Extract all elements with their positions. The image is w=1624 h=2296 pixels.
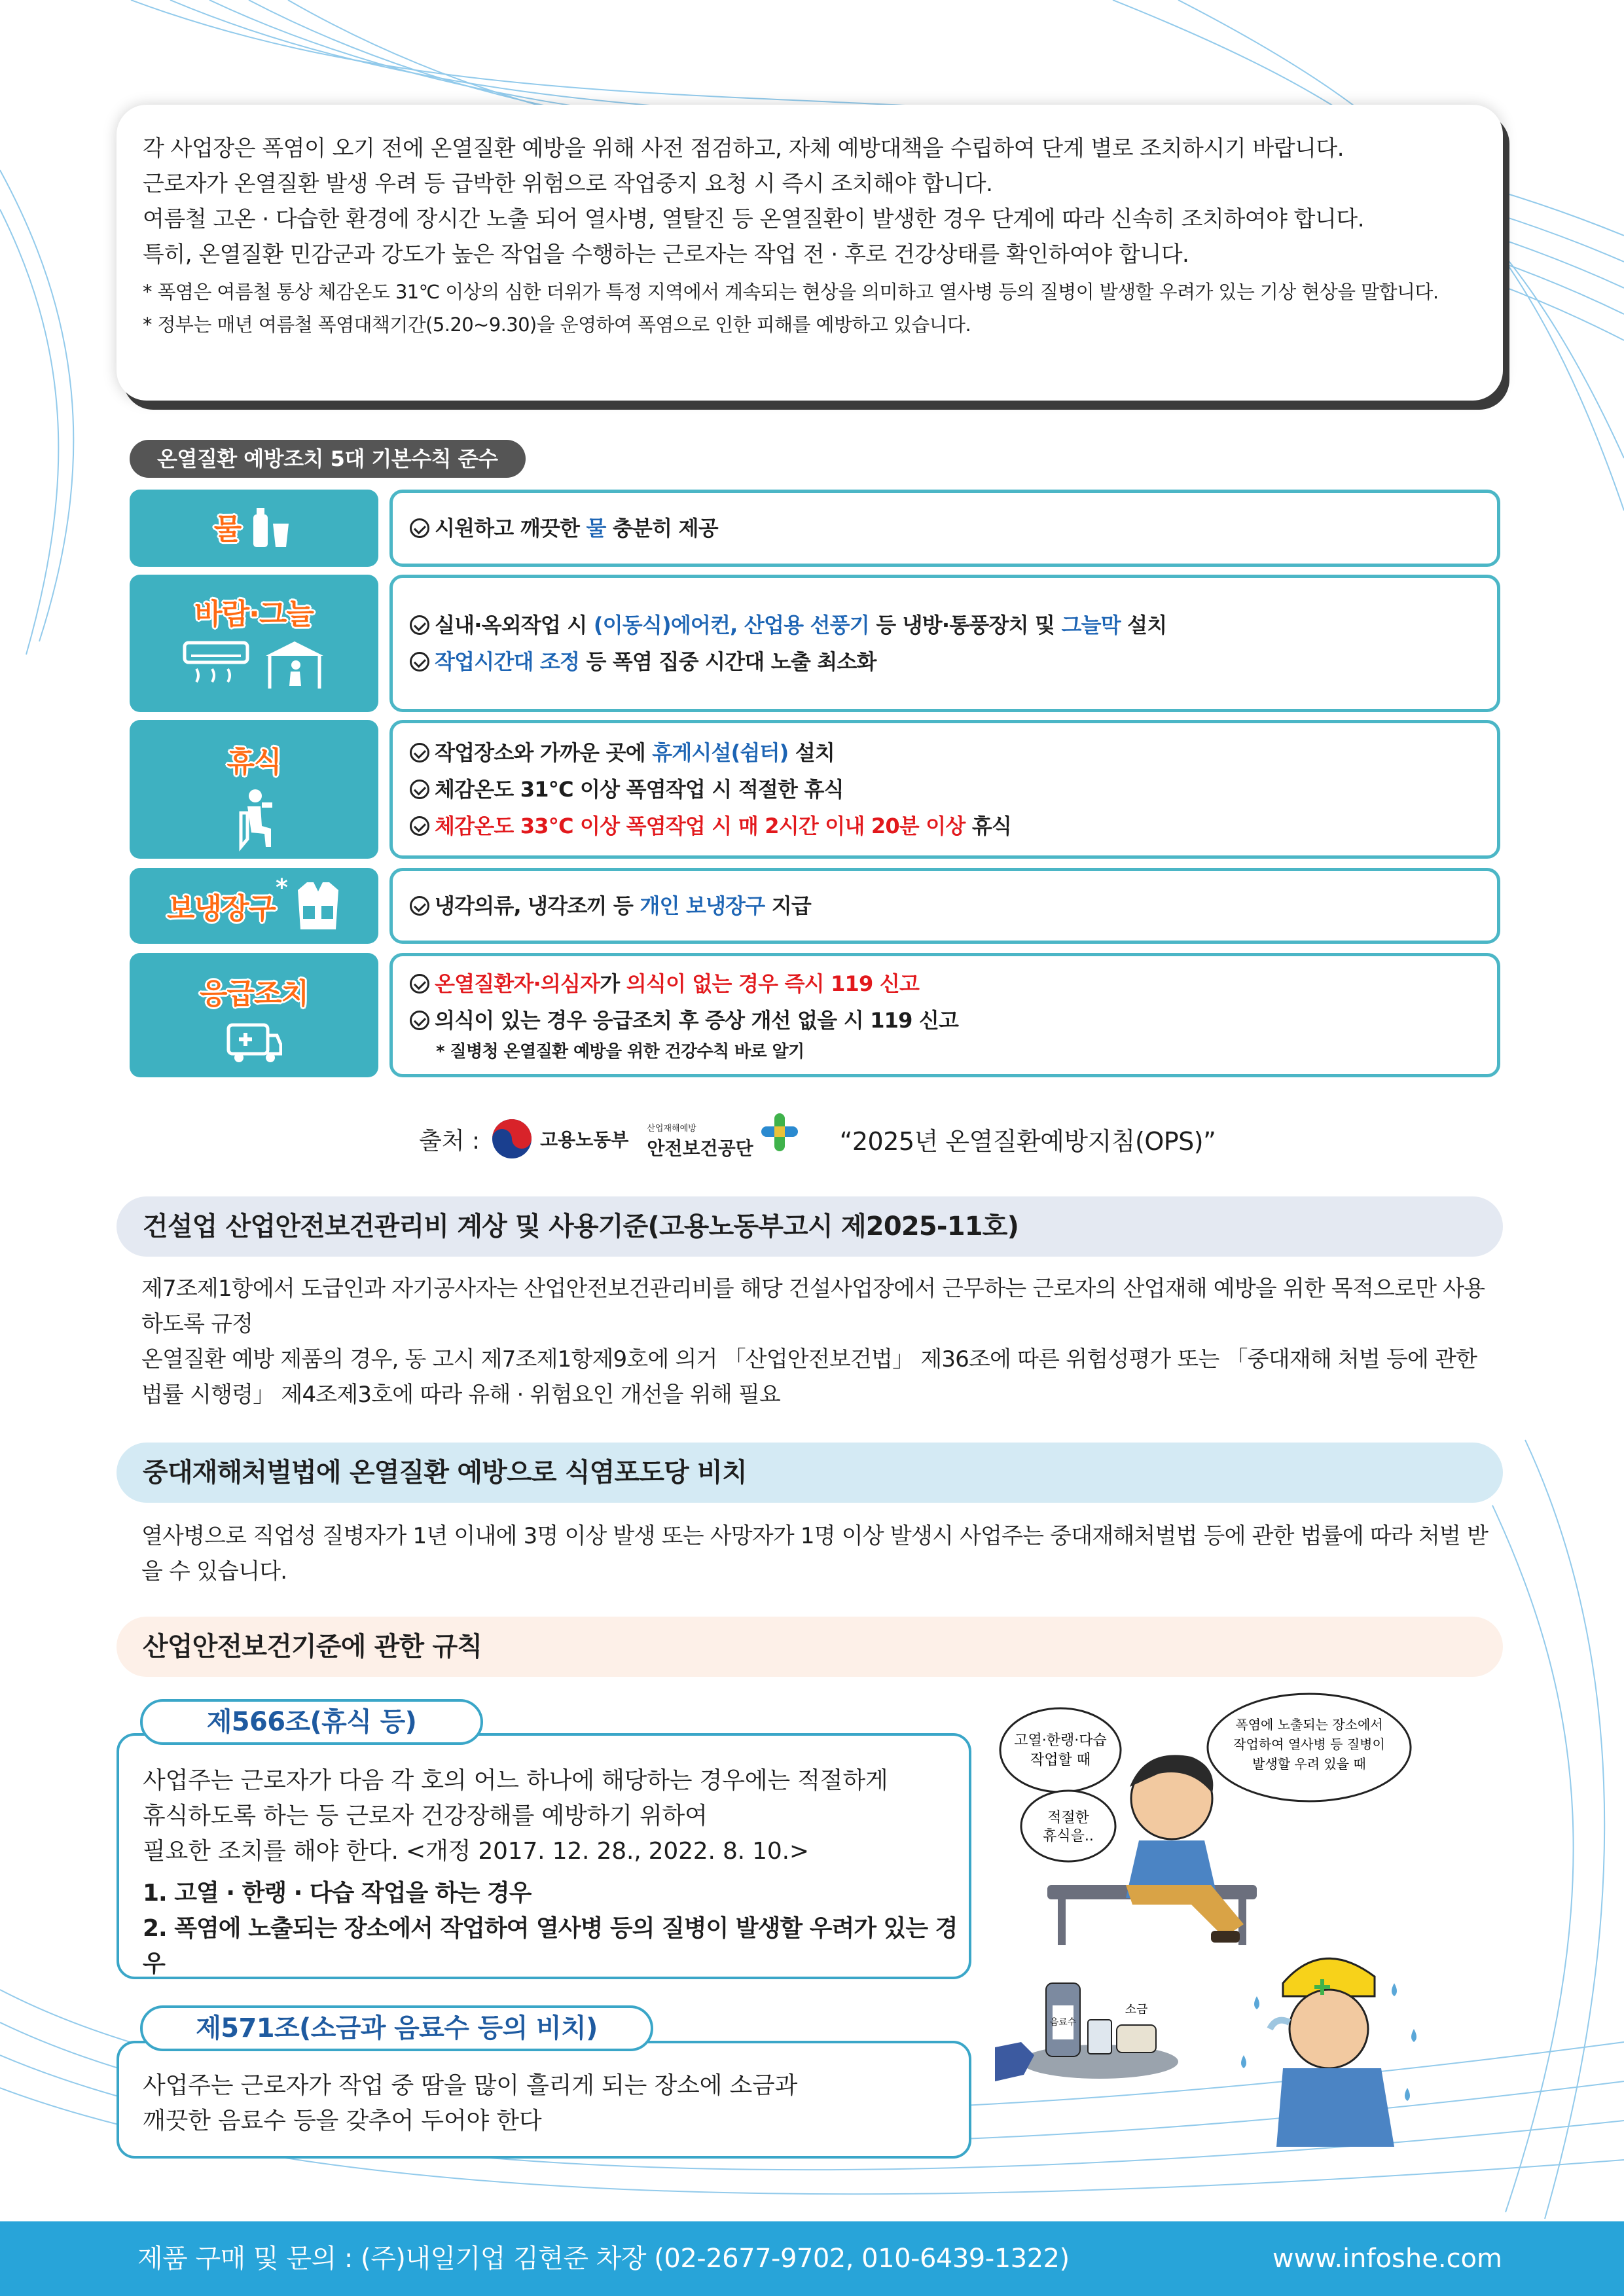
safety-cost-paragraph-2: 온열질환 예방 제품의 경우, 동 고시 제7조제1항제9호에 의거 「산업안전보건법」 제36조에 따른 위험성평가 또는 「중대재해 처벌 등에 관한 법률 시행령」 제4조제3호에 따라 유해 · 위험요인 개선을 위해 필요 — [141, 1346, 1477, 1408]
rule-water-box — [389, 490, 1500, 567]
rule-wind-item-1: 실내·옥외작업 시 (이동식)에어컨, 산업용 선풍기 등 냉방·통풍장치 및 그늘막 설치 — [410, 607, 1497, 643]
section-serious-accident-body — [141, 1518, 1503, 1589]
footer-website-link[interactable]: www.infoshe.com — [1272, 2244, 1502, 2274]
article-571-text: 사업주는 근로자가 작업 중 땀을 많이 흘리게 되는 장소에 소금과 — [143, 2072, 798, 2099]
moel-logo-text: 고용노동부 — [540, 1129, 629, 1151]
rule-wind-box — [389, 575, 1500, 712]
intro-notice-card — [117, 105, 1503, 401]
rule-rest-item-1: 작업장소와 가까운 곳에 휴게시설(쉼터) 설치 — [410, 734, 1497, 771]
rule-emergency-item-1: 온열질환자·의심자가 의식이 없는 경우 즉시 119 신고 — [410, 965, 1497, 1002]
check-circle-icon — [410, 615, 429, 635]
resting-person-icon — [228, 787, 280, 852]
rules-section-title: 온열질환 예방조치 5대 기본수칙 준수 — [130, 440, 526, 478]
rule-wind-item-2: 작업시간대 조정 등 폭염 집중 시간대 노출 최소화 — [410, 643, 1497, 680]
check-circle-icon — [410, 743, 429, 762]
article-566-text: 휴식하도록 하는 등 근로자 건강장해를 예방하기 위하여 — [143, 1803, 708, 1829]
ambulance-icon — [226, 1018, 282, 1064]
rule-rest-box — [389, 720, 1500, 859]
rule-gear-item: 냉각의류, 냉각조끼 등 개인 보냉장구 지급 — [410, 888, 1497, 924]
rule-emergency-item-2: 의식이 있는 경우 응급조치 후 증상 개선 없을 시 119 신고 — [410, 1002, 1497, 1039]
section-safety-rules-title: 산업안전보건기준에 관한 규칙 — [117, 1617, 1503, 1677]
cartoon-worker-illustration — [995, 1689, 1466, 2160]
intro-line: 근로자가 온열질환 발생 우려 등 급박한 위험으로 작업중지 요청 시 즉시 조치해야 합니다. — [143, 171, 993, 197]
rule-rest-item-3: 체감온도 33℃ 이상 폭염작업 시 매 2시간 이내 20분 이상 휴식 — [410, 808, 1497, 844]
serious-accident-paragraph: 열사병으로 직업성 질병자가 1년 이내에 3명 이상 발생 또는 사망자가 1명 이상 발생시 사업주는 중대재해처벌법 등에 관한 법률에 따라 처벌 받을 수 있습니다. — [141, 1523, 1489, 1585]
article-566-item-2: 2. 폭염에 노출되는 장소에서 작업하여 열사병 등의 질병이 발생할 우려가 있는 경우 — [143, 1915, 958, 1977]
bubble2-line1: 적절한 — [1047, 1810, 1089, 1826]
kosha-cross-logo-icon — [759, 1111, 801, 1154]
kosha-logo-text: 산업재해예방 안전보건공단 — [647, 1124, 753, 1159]
bubble3-line2: 작업하여 열사병 등 질병이 — [1233, 1736, 1385, 1752]
section-serious-accident-title: 중대재해처벌법에 온열질환 예방으로 식염포도당 비치 — [117, 1443, 1503, 1503]
source-label: 출처 : — [419, 1127, 480, 1155]
rule-water-label: 물 — [213, 512, 242, 546]
article-566-item-1: 1. 고열 · 한랭 · 다습 작업을 하는 경우 — [143, 1880, 532, 1907]
intro-line: 각 사업장은 폭염이 오기 전에 온열질환 예방을 위해 사전 점검하고, 자체 예방대책을 수립하여 단계 별로 조치하시기 바랍니다. — [143, 135, 1344, 162]
rule-gear-label: 보냉장구 — [167, 892, 276, 925]
source-credit — [419, 1106, 1216, 1172]
safety-cost-paragraph-1: 제7조제1항에서 도급인과 자기공사자는 산업안전보건관리비를 해당 건설사업장에서 근무하는 근로자의 산업재해 예방을 위한 목적으로만 사용하도록 규정 — [141, 1276, 1485, 1337]
bubble3-line1: 폭염에 노출되는 장소에서 — [1235, 1717, 1383, 1732]
air-conditioner-icon — [181, 637, 253, 690]
article-566-text: 사업주는 근로자가 다음 각 호의 어느 하나에 해당하는 경우에는 적절하게 — [143, 1767, 888, 1794]
article-571-title: 제571조(소금과 음료수 등의 비치) — [140, 2005, 653, 2051]
rule-emergency-label: 응급조치 — [199, 977, 308, 1011]
check-circle-icon — [410, 652, 429, 672]
check-circle-icon — [410, 1011, 429, 1030]
taegeuk-logo-icon — [490, 1117, 533, 1160]
rule-gear-category — [130, 868, 378, 944]
rule-rest-item-2: 체감온도 31℃ 이상 폭염작업 시 적절한 휴식 — [410, 771, 1497, 808]
rule-water-item: 시원하고 깨끗한 물 충분히 제공 — [410, 510, 1497, 547]
rule-emergency-category — [130, 953, 378, 1077]
rule-emergency-note: * 질병청 온열질환 예방을 위한 건강수칙 바로 알기 — [436, 1042, 804, 1062]
bottle-label: 음료수 — [1049, 2017, 1077, 2028]
bottle-cup-icon — [248, 504, 294, 550]
check-circle-icon — [410, 518, 429, 538]
article-566-text: 필요한 조치를 해야 한다. <개정 2017. 12. 28., 2022. 8. 10.> — [143, 1838, 809, 1865]
cooling-vest-icon — [295, 880, 341, 932]
section-safety-cost-title: 건설업 산업안전보건관리비 계상 및 사용기준(고용노동부고시 제2025-11호) — [117, 1196, 1503, 1257]
bubble1-line1: 고열·한랭·다습 — [1014, 1732, 1107, 1749]
article-566-box — [117, 1733, 971, 1979]
bubble2-line2: 휴식을.. — [1043, 1828, 1094, 1844]
check-circle-icon — [410, 780, 429, 799]
shade-tent-icon — [262, 637, 327, 690]
bubble1-line2: 작업할 때 — [1030, 1752, 1091, 1768]
bubble3-line3: 발생할 우려 있을 때 — [1252, 1756, 1366, 1772]
speech-bubble-1 — [1000, 1708, 1121, 1792]
article-566-title: 제566조(휴식 등) — [140, 1699, 483, 1745]
heatwave-period-note: * 정부는 매년 여름철 폭염대책기간(5.20~9.30)을 운영하여 폭염으로 인한 피해를 예방하고 있습니다. — [143, 314, 971, 336]
rule-gear-box — [389, 868, 1500, 944]
heatwave-definition-note: * 폭염은 여름철 통상 체감온도 31℃ 이상의 심한 더위가 특정 지역에서 계속되는 현상을 의미하고 열사병 등의 질병이 발생할 우려가 있는 기상 현상을 말합니다. — [143, 281, 1439, 303]
section-safety-cost-body — [141, 1271, 1503, 1412]
rule-wind-label: 바람·그늘 — [194, 598, 314, 631]
intro-line: 여름철 고온 · 다습한 환경에 장시간 노출 되어 열사병, 열탈진 등 온열질환이 발생한 경우 단계에 따라 신속히 조치하여야 합니다. — [143, 206, 1364, 232]
rule-wind-category — [130, 575, 378, 712]
rule-water-category — [130, 490, 378, 567]
source-document-title: “2025년 온열질환예방지침(OPS)” — [839, 1126, 1216, 1156]
article-571-box — [117, 2041, 971, 2159]
salt-label: 소금 — [1125, 2003, 1148, 2017]
article-571-text: 깨끗한 음료수 등을 갖추어 두어야 한다 — [143, 2108, 542, 2134]
intro-line: 특히, 온열질환 민감군과 강도가 높은 작업을 수행하는 근로자는 작업 전 · 후로 건강상태를 확인하여야 합니다. — [143, 242, 1189, 268]
speech-bubble-2 — [1021, 1791, 1115, 1861]
check-circle-icon — [410, 974, 429, 994]
footer-bar — [0, 2221, 1624, 2296]
footer-contact: 제품 구매 및 문의 : (주)내일기업 김현준 차장 (02-2677-9702, 010-6439-1322) — [137, 2244, 1070, 2274]
check-circle-icon — [410, 816, 429, 836]
rule-rest-category — [130, 720, 378, 859]
check-circle-icon — [410, 896, 429, 916]
rule-gear-mark: * — [276, 874, 288, 901]
rule-rest-label: 휴식 — [226, 745, 281, 779]
rule-emergency-box — [389, 953, 1500, 1077]
